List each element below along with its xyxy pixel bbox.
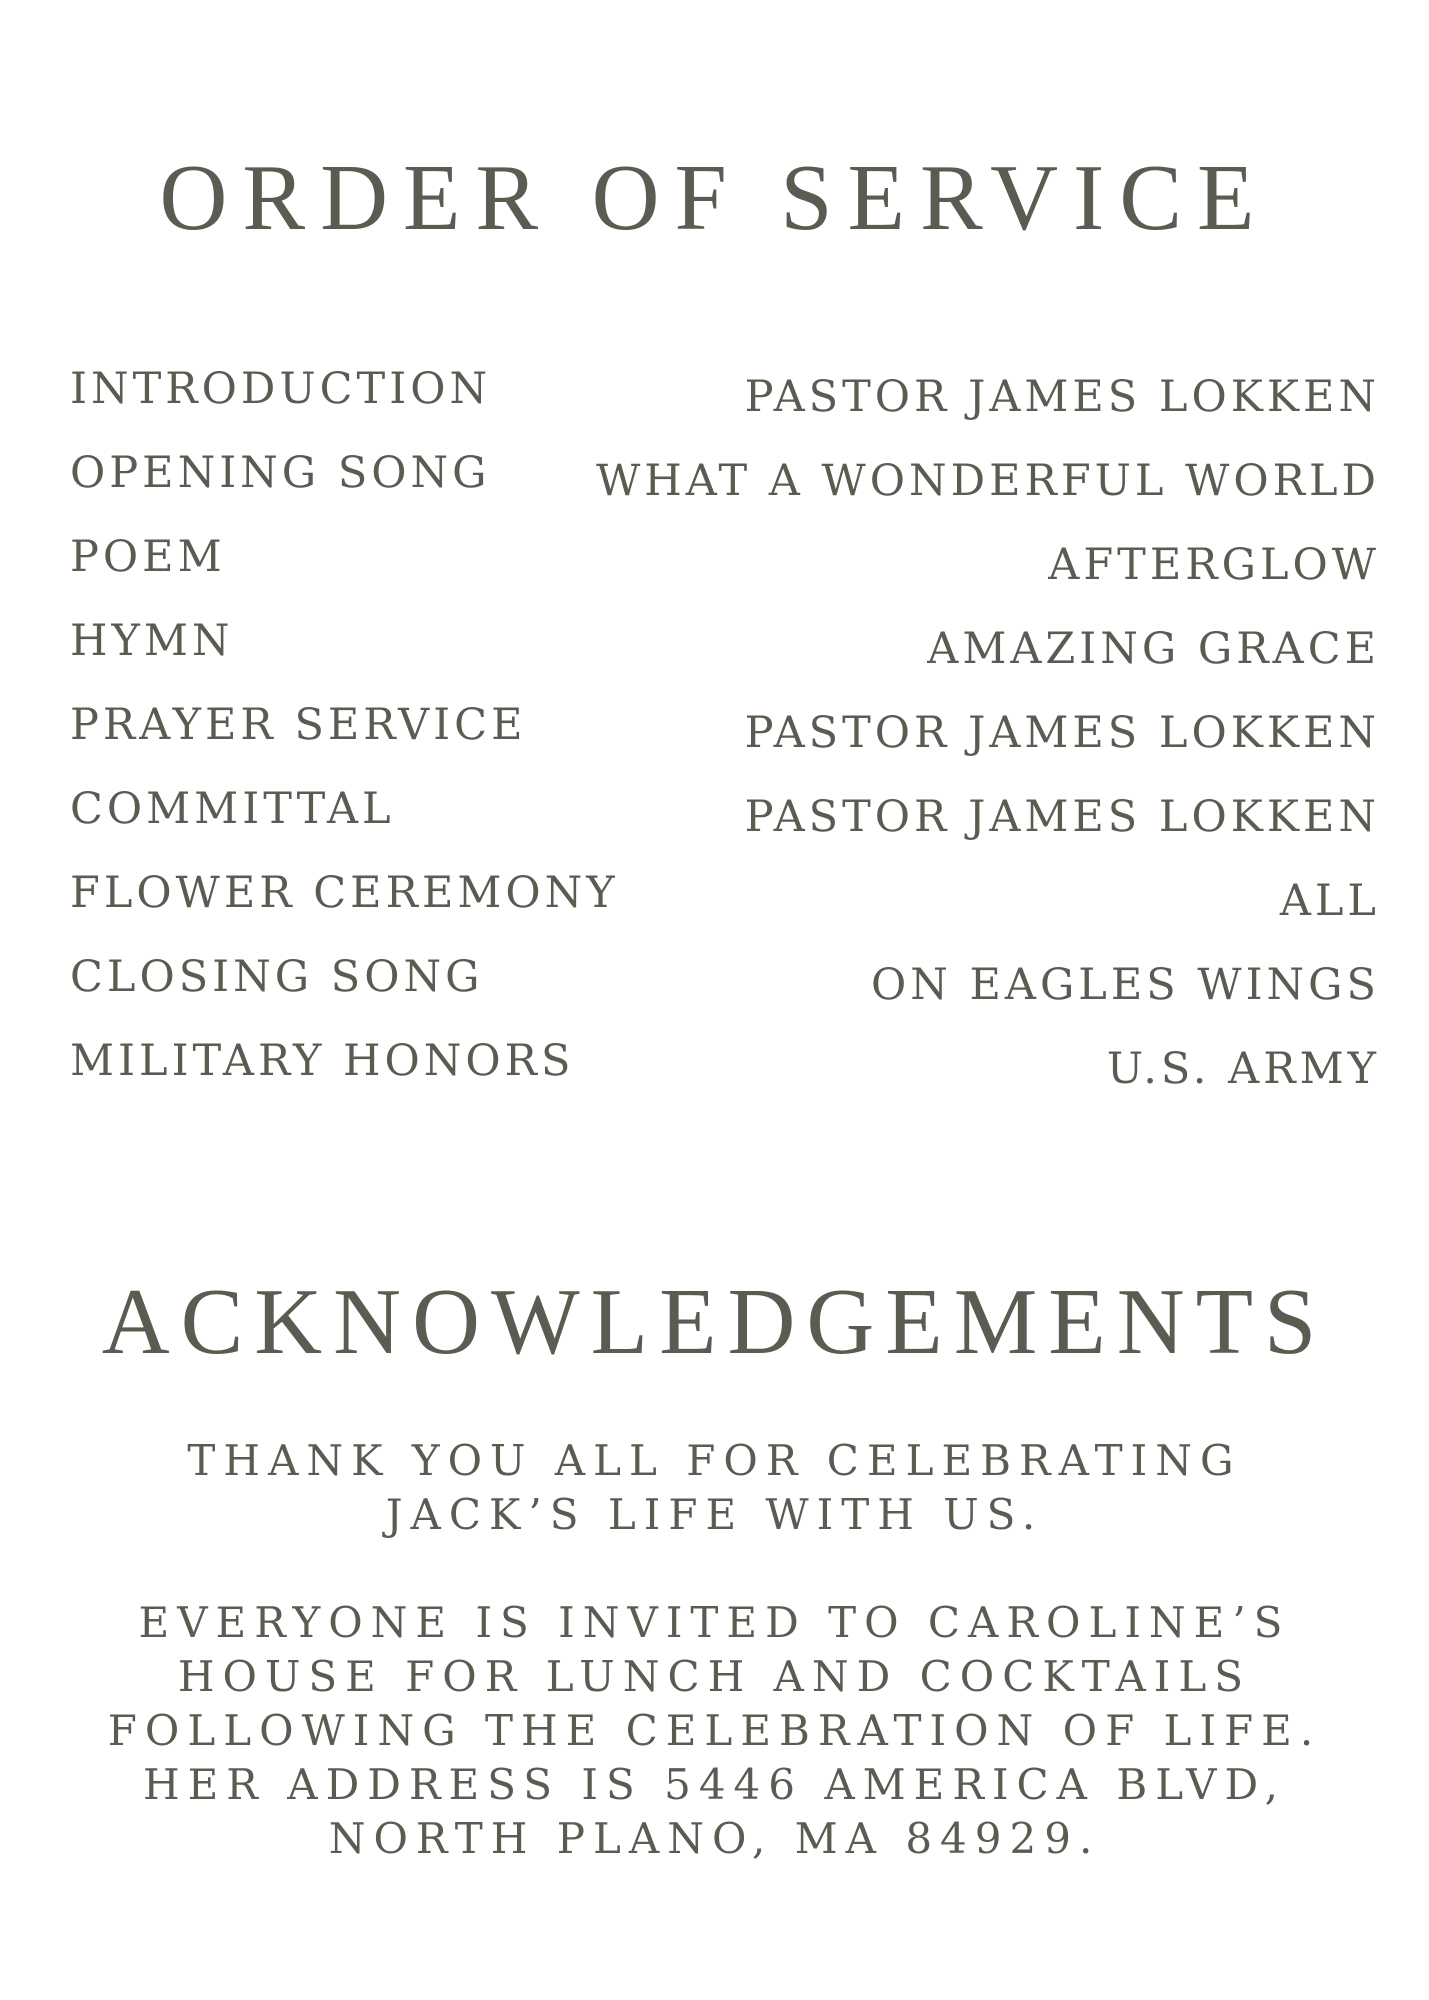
service-row xyxy=(70,1034,1380,1118)
service-part-label: MILITARY HONORS xyxy=(70,1036,575,1086)
service-part-detail: ALL xyxy=(1279,876,1380,926)
service-program-list xyxy=(70,362,1380,1118)
acknowledgements-title: ACKNOWLEDGEMENTS xyxy=(101,1270,1328,1374)
reception-invitation: EVERYONE IS INVITED TO CAROLINE’S HOUSE FOR LUNCH AND COCKTAILS FOLLOWING THE CELEBRATION OF LIFE. HER ADDRESS IS 5446 AMERICA BLVD, NORTH PLANO, MA 84929. xyxy=(107,1598,1322,1863)
service-part-label: HYMN xyxy=(70,616,234,666)
service-row xyxy=(70,614,1380,698)
service-part-label: CLOSING SONG xyxy=(70,952,484,1002)
service-part-detail: ON EAGLES WINGS xyxy=(870,960,1380,1010)
service-part-label: POEM xyxy=(70,532,226,582)
service-part-label: OPENING SONG xyxy=(70,448,491,498)
service-row xyxy=(70,950,1380,1034)
service-row xyxy=(70,530,1380,614)
service-row xyxy=(70,866,1380,950)
service-row xyxy=(70,698,1380,782)
service-row xyxy=(70,446,1380,530)
service-part-detail: PASTOR JAMES LOKKEN xyxy=(744,372,1380,422)
order-of-service-title: ORDER OF SERVICE xyxy=(159,146,1270,250)
service-part-label: INTRODUCTION xyxy=(70,364,492,414)
thank-you-message: THANK YOU ALL FOR CELEBRATING JACK’S LIFE WITH US. xyxy=(187,1436,1242,1539)
service-part-detail: PASTOR JAMES LOKKEN xyxy=(744,708,1380,758)
service-row xyxy=(70,362,1380,446)
service-part-detail: WHAT A WONDERFUL WORLD xyxy=(596,456,1380,506)
service-part-detail: PASTOR JAMES LOKKEN xyxy=(744,792,1380,842)
service-part-detail: U.S. ARMY xyxy=(1106,1044,1380,1094)
service-row xyxy=(70,782,1380,866)
service-part-label: COMMITTAL xyxy=(70,784,395,834)
service-part-detail: AFTERGLOW xyxy=(1048,540,1380,590)
service-part-detail: AMAZING GRACE xyxy=(927,624,1380,674)
service-part-label: FLOWER CEREMONY xyxy=(70,868,619,918)
service-part-label: PRAYER SERVICE xyxy=(70,700,527,750)
